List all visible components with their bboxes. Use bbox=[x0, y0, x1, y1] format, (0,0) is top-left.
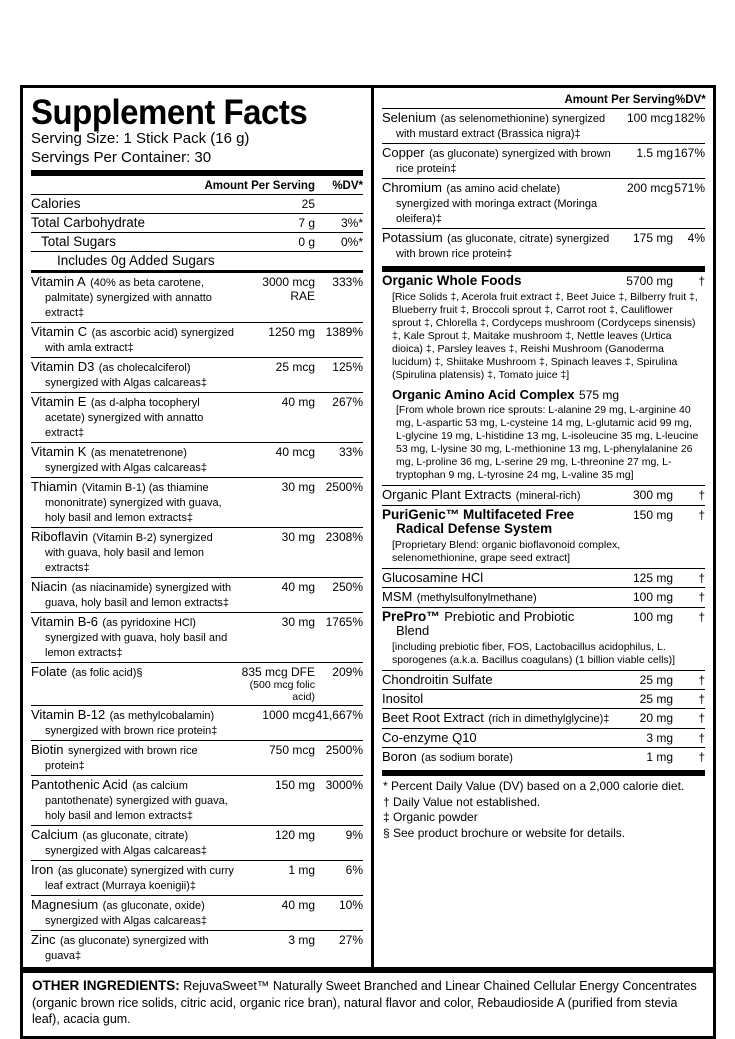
nutrient-dv: † bbox=[698, 488, 705, 502]
nutrient-dv: 333% bbox=[332, 275, 363, 289]
table-row bbox=[31, 527, 363, 577]
other-ingredients-text: RejuvaSweet™ Naturally Sweet Branched and Linear Chained Cellular Energy Concentrates (organic brown rice solids, citric acid, organic rice bran), natural flavor and color, Rebaudioside A (purified from stevia leaf), acacia gum. bbox=[32, 979, 697, 1026]
prepro-blend-list: [including prebiotic fiber, FOS, Lactobacillus acidophilus, L. sporogenes (a.k.a. Bacillus coagulans) (1 billion viable cells)] bbox=[392, 641, 676, 666]
nutrient-name: Selenium bbox=[382, 110, 437, 125]
nutrient-amount: 25 bbox=[301, 197, 315, 211]
table-row bbox=[31, 740, 363, 775]
amount-header: Amount Per Serving bbox=[564, 94, 675, 106]
section-name: Organic Amino Acid Complex bbox=[392, 387, 575, 402]
nutrient-name: Niacin bbox=[31, 579, 68, 594]
nutrient-name: Vitamin C bbox=[31, 324, 88, 339]
nutrient-desc: (rich in dimethylglycine)‡ bbox=[488, 713, 610, 725]
nutrient-amount: 300 mg bbox=[632, 488, 673, 502]
serving-size: Serving Size: 1 Stick Pack (16 g) bbox=[31, 130, 250, 147]
nutrient-dv: 3000% bbox=[325, 778, 363, 792]
nutrient-desc: synergized with brown rice protein‡ bbox=[45, 745, 198, 772]
nutrient-desc: (as gluconate, citrate) synergized with Algas calcareas‡ bbox=[45, 830, 208, 857]
nutrient-amount: 25 mg bbox=[639, 692, 673, 706]
nutrient-dv: † bbox=[698, 750, 705, 764]
nutrient-name: Calcium bbox=[31, 827, 78, 842]
nutrient-desc: (as gluconate, oxide) synergized with Algas calcareas‡ bbox=[45, 900, 208, 927]
table-row bbox=[31, 705, 363, 740]
nutrient-name: Copper bbox=[382, 145, 425, 160]
nutrient-desc: (as pyridoxine HCl) synergized with guava, holy basil and lemon extracts‡ bbox=[45, 617, 228, 659]
amount-header: Amount Per Serving bbox=[204, 180, 315, 192]
table-row bbox=[382, 505, 705, 538]
nutrient-name: Vitamin E bbox=[31, 394, 87, 409]
right-column bbox=[371, 88, 713, 967]
nutrient-dv: 1389% bbox=[325, 325, 363, 339]
nutrient-dv: 27% bbox=[338, 933, 363, 947]
nutrient-amount: 100 mg bbox=[632, 590, 673, 604]
nutrient-name: Vitamin A bbox=[31, 274, 86, 289]
nutrient-name: Vitamin K bbox=[31, 444, 87, 459]
nutrient-amount: 25 mcg bbox=[275, 360, 315, 374]
dv-header: %DV* bbox=[332, 180, 363, 192]
nutrient-desc: (Vitamin B-1) (as thiamine mononitrate) synergized with guava, holy basil and lemon extracts‡ bbox=[45, 482, 222, 524]
nutrient-dv: 41,667% bbox=[315, 708, 363, 722]
nutrient-desc: (mineral-rich) bbox=[515, 490, 581, 502]
table-row bbox=[31, 825, 363, 860]
nutrient-amount: 30 mg bbox=[281, 480, 315, 494]
nutrient-amount: 750 mcg bbox=[268, 743, 315, 757]
nutrient-name: MSM bbox=[382, 589, 413, 604]
table-row bbox=[382, 568, 705, 587]
table-row bbox=[382, 607, 705, 640]
nutrient-dv: 2500% bbox=[325, 480, 363, 494]
nutrient-amount: 125 mg bbox=[632, 571, 673, 585]
nutrient-name: Biotin bbox=[31, 742, 64, 757]
section-dv: † bbox=[698, 610, 705, 624]
nutrient-desc: (as cholecalciferol) synergized with Algas calcareas‡ bbox=[45, 362, 208, 389]
section-amount: 575 mg bbox=[578, 388, 619, 402]
nutrient-name: Potassium bbox=[382, 230, 443, 245]
nutrient-amount: 20 mg bbox=[639, 711, 673, 725]
nutrient-dv: 125% bbox=[332, 360, 363, 374]
nutrient-amount: 120 mg bbox=[274, 828, 315, 842]
nutrient-name: Chondroitin Sulfate bbox=[382, 672, 493, 687]
table-row bbox=[382, 670, 705, 689]
table-row bbox=[382, 747, 705, 767]
table-row bbox=[31, 273, 363, 322]
left-column bbox=[23, 88, 371, 967]
nutrient-amount: 30 mg bbox=[281, 615, 315, 629]
table-row bbox=[31, 251, 363, 270]
vitamin-rows bbox=[31, 273, 363, 965]
nutrient-name: Boron bbox=[382, 749, 417, 764]
nutrient-name: Iron bbox=[31, 862, 54, 877]
nutrient-dv: † bbox=[698, 571, 705, 585]
nutrient-dv: † bbox=[698, 731, 705, 745]
nutrient-dv: † bbox=[698, 590, 705, 604]
table-row bbox=[31, 322, 363, 357]
nutrient-amount: 25 mg bbox=[639, 673, 673, 687]
nutrient-name: Calories bbox=[31, 196, 81, 211]
nutrient-amount-secondary: (500 mcg folic acid) bbox=[249, 679, 315, 703]
table-row bbox=[31, 612, 363, 662]
nutrient-name: Co-enzyme Q10 bbox=[382, 730, 477, 745]
nutrient-desc: (as calcium pantothenate) synergized with guava, holy basil and lemon extracts‡ bbox=[45, 780, 228, 822]
nutrient-amount: 7 g bbox=[298, 216, 315, 230]
nutrient-amount: 200 mcg bbox=[626, 181, 673, 195]
nutrient-name: Chromium bbox=[382, 180, 442, 195]
nutrient-desc: (as niacinamide) synergized with guava, holy basil and lemon extracts‡ bbox=[45, 582, 232, 609]
nutrient-desc: (as folic acid)§ bbox=[71, 667, 143, 679]
section-amount: 100 mg bbox=[632, 610, 673, 624]
nutrient-desc: (40% as beta carotene, palmitate) synergized with annatto extract‡ bbox=[45, 277, 212, 319]
section-dv: † bbox=[698, 274, 705, 288]
footnote-organic: ‡ Organic powder bbox=[383, 810, 478, 824]
amino-acid-ingredient-list: [From whole brown rice sprouts: L-alanine 29 mg, L-arginine 40 mg, L-aspartic 53 mg, L-cysteine 14 mg, L-glutamic acid 99 mg, L-glycine 19 mg, L-histidine 13 mg, L-isoleucine 35 mg, L-leucine 53 mg, L-lysine 30 mg, L-methionine 13 mg, L-phenylalanine 26 mg, L-proline 36 mg, L-serine 29 mg, L-threonine 27 mg, L-tryptophan 9 mg, L-tyrosine 24 mg, L-valine 35 mg] bbox=[396, 404, 699, 481]
nutrient-amount: 40 mg bbox=[281, 395, 315, 409]
nutrient-dv: 267% bbox=[332, 395, 363, 409]
nutrient-name: Zinc bbox=[31, 932, 56, 947]
table-row bbox=[382, 143, 705, 178]
nutrient-desc: (as amino acid chelate) synergized with moringa extract (Moringa oleifera)‡ bbox=[396, 183, 598, 225]
nutrient-name: Beet Root Extract bbox=[382, 710, 484, 725]
nutrient-desc: (Vitamin B-2) synergized with guava, holy basil and lemon extracts‡ bbox=[45, 532, 213, 574]
table-row bbox=[31, 577, 363, 612]
nutrient-amount: 0 g bbox=[298, 235, 315, 249]
left-column-header bbox=[31, 176, 363, 194]
nutrient-amount: 1.5 mg bbox=[636, 146, 673, 160]
supplement-facts-label bbox=[20, 85, 716, 1039]
nutrient-amount: 1000 mcg bbox=[262, 708, 315, 722]
table-row bbox=[382, 228, 705, 263]
section-dv: † bbox=[698, 508, 705, 522]
section-name: PuriGenic™ Multifaceted Free Radical Defense System bbox=[382, 507, 575, 536]
table-row bbox=[382, 689, 705, 708]
nutrient-name: Vitamin B-12 bbox=[31, 707, 106, 722]
dv-header: %DV* bbox=[675, 94, 706, 106]
table-row bbox=[382, 108, 705, 143]
table-row bbox=[382, 178, 705, 228]
nutrient-dv: † bbox=[698, 673, 705, 687]
nutrient-dv: 3%* bbox=[340, 216, 363, 230]
nutrient-dv: 182% bbox=[674, 111, 705, 125]
table-row bbox=[382, 708, 705, 728]
servings-per-container: Servings Per Container: 30 bbox=[31, 149, 212, 166]
nutrient-amount: 3000 mcg RAE bbox=[262, 275, 315, 303]
nutrient-dv: † bbox=[698, 692, 705, 706]
nutrient-dv: 1765% bbox=[325, 615, 363, 629]
nutrient-dv: 250% bbox=[332, 580, 363, 594]
nutrient-dv: 6% bbox=[345, 863, 363, 877]
purigenic-blend-list: [Proprietary Blend: organic bioflavonoid complex, selenomethionine, grape seed extract] bbox=[392, 539, 621, 564]
nutrient-amount: 1250 mg bbox=[268, 325, 315, 339]
nutrient-amount: 835 mcg DFE (500 mcg folic acid) bbox=[235, 665, 315, 703]
nutrient-desc: (as ascorbic acid) synergized with amla extract‡ bbox=[45, 327, 235, 354]
nutrient-amount: 30 mg bbox=[281, 530, 315, 544]
table-row bbox=[382, 728, 705, 747]
amino-acid-complex-heading bbox=[382, 385, 705, 403]
table-row bbox=[31, 775, 363, 825]
nutrient-name: Pantothenic Acid bbox=[31, 777, 128, 792]
nutrient-amount: 3 mg bbox=[646, 731, 673, 745]
nutrient-amount: 1 mg bbox=[288, 863, 315, 877]
nutrient-amount: 100 mcg bbox=[626, 111, 673, 125]
nutrient-dv: 9% bbox=[345, 828, 363, 842]
footnote-dagger: † Daily Value not established. bbox=[383, 794, 541, 809]
nutrient-desc: (as gluconate) synergized with guava‡ bbox=[45, 935, 209, 962]
table-row bbox=[31, 662, 363, 705]
other-ingredients-label: OTHER INGREDIENTS: bbox=[32, 978, 180, 993]
nutrient-amount: 175 mg bbox=[632, 231, 673, 245]
nutrient-name: Inositol bbox=[382, 691, 424, 706]
right-column-header bbox=[382, 90, 705, 108]
section-name: Organic Whole Foods bbox=[382, 273, 522, 288]
nutrient-dv: † bbox=[698, 711, 705, 725]
nutrient-name: Vitamin D3 bbox=[31, 359, 95, 374]
nutrient-dv: 167% bbox=[674, 146, 705, 160]
label-columns bbox=[23, 88, 713, 967]
table-row bbox=[31, 895, 363, 930]
nutrient-desc: (as menatetrenone) synergized with Algas calcareas‡ bbox=[45, 447, 208, 474]
other-ingredients bbox=[23, 967, 713, 1036]
nutrient-dv: 10% bbox=[338, 898, 363, 912]
nutrient-name: Vitamin B-6 bbox=[31, 614, 98, 629]
table-row bbox=[31, 213, 363, 232]
nutrient-amount: 3 mg bbox=[288, 933, 315, 947]
nutrient-desc: (as gluconate) synergized with brown rice protein‡ bbox=[396, 148, 611, 175]
nutrient-name: Magnesium bbox=[31, 897, 99, 912]
nutrient-name: Folate bbox=[31, 664, 68, 679]
nutrient-desc: (as methylcobalamin) synergized with brown rice protein‡ bbox=[45, 710, 218, 737]
nutrient-name: Total Sugars bbox=[41, 234, 117, 249]
section-amount: 5700 mg bbox=[626, 274, 673, 288]
nutrient-amount: 40 mg bbox=[281, 898, 315, 912]
nutrient-desc: (as d-alpha tocopheryl acetate) synergized with annatto extract‡ bbox=[45, 397, 204, 439]
table-row bbox=[382, 587, 705, 607]
footnote-section: § See product brochure or website for details. bbox=[383, 825, 626, 840]
nutrient-desc: (as selenomethionine) synergized with mustard extract (Brassica nigra)‡ bbox=[396, 113, 606, 140]
nutrient-name: Organic Plant Extracts bbox=[382, 487, 512, 502]
nutrient-dv: 2308% bbox=[325, 530, 363, 544]
nutrient-name: Includes 0g Added Sugars bbox=[57, 253, 215, 268]
nutrient-dv: 33% bbox=[338, 445, 363, 459]
nutrient-dv: 209% bbox=[332, 665, 363, 679]
table-row bbox=[31, 392, 363, 442]
table-row bbox=[31, 477, 363, 527]
section-name-rest: Prebiotic and Probiotic Blend bbox=[396, 609, 575, 638]
nutrient-dv: 0%* bbox=[340, 235, 363, 249]
table-row bbox=[382, 272, 705, 290]
nutrient-amount: 40 mg bbox=[281, 580, 315, 594]
table-row bbox=[31, 357, 363, 392]
section-amount: 150 mg bbox=[632, 508, 673, 522]
nutrient-amount: 40 mcg bbox=[275, 445, 315, 459]
nutrient-desc: (methylsulfonylmethane) bbox=[416, 592, 537, 604]
panel-title: Supplement Facts bbox=[31, 92, 308, 132]
nutrient-dv: 571% bbox=[674, 181, 705, 195]
table-row bbox=[31, 930, 363, 965]
nutrient-desc: (as sodium borate) bbox=[421, 752, 513, 764]
nutrient-amount: 150 mg bbox=[274, 778, 315, 792]
footnote-dv: * Percent Daily Value (DV) based on a 2,000 calorie diet. bbox=[383, 779, 685, 793]
nutrient-dv: 2500% bbox=[325, 743, 363, 757]
footnotes bbox=[382, 776, 705, 845]
table-row bbox=[382, 485, 705, 505]
nutrient-name: Total Carbohydrate bbox=[31, 215, 146, 230]
nutrient-dv: 4% bbox=[687, 231, 705, 245]
section-name: PrePro™ bbox=[382, 609, 440, 624]
nutrient-name: Glucosamine HCl bbox=[382, 570, 484, 585]
nutrient-name: Thiamin bbox=[31, 479, 78, 494]
nutrient-amount: 1 mg bbox=[646, 750, 673, 764]
nutrient-desc: (as gluconate) synergized with curry leaf extract (Murraya koenigii)‡ bbox=[45, 865, 234, 892]
nutrient-name: Riboflavin bbox=[31, 529, 89, 544]
table-row bbox=[31, 232, 363, 251]
table-row bbox=[31, 194, 363, 213]
whole-foods-ingredient-list: [Rice Solids ‡, Acerola fruit extract ‡, Beet Juice ‡, Bilberry fruit ‡, Blueberry fruit ‡, Broccoli sprout ‡, Carrot root ‡, Cauliflower sprout ‡, Chlorella ‡, Cordyceps mushroom (Cordyceps sinensis) ‡, Kale Sprout ‡, Maitake mushroom ‡, Nettle leaves (Urtica dioica) ‡, Parsley leaves ‡, Reishi Mushroom (Ganoderma lucidum) ‡, Shiitake Mushroom ‡, Spinach leaves ‡, Spirulina (Spirulina platensis) ‡, Tomato juice ‡] bbox=[392, 291, 698, 381]
nutrient-desc: (as gluconate, citrate) synergized with brown rice protein‡ bbox=[396, 233, 610, 260]
table-row bbox=[31, 442, 363, 477]
table-row bbox=[31, 860, 363, 895]
